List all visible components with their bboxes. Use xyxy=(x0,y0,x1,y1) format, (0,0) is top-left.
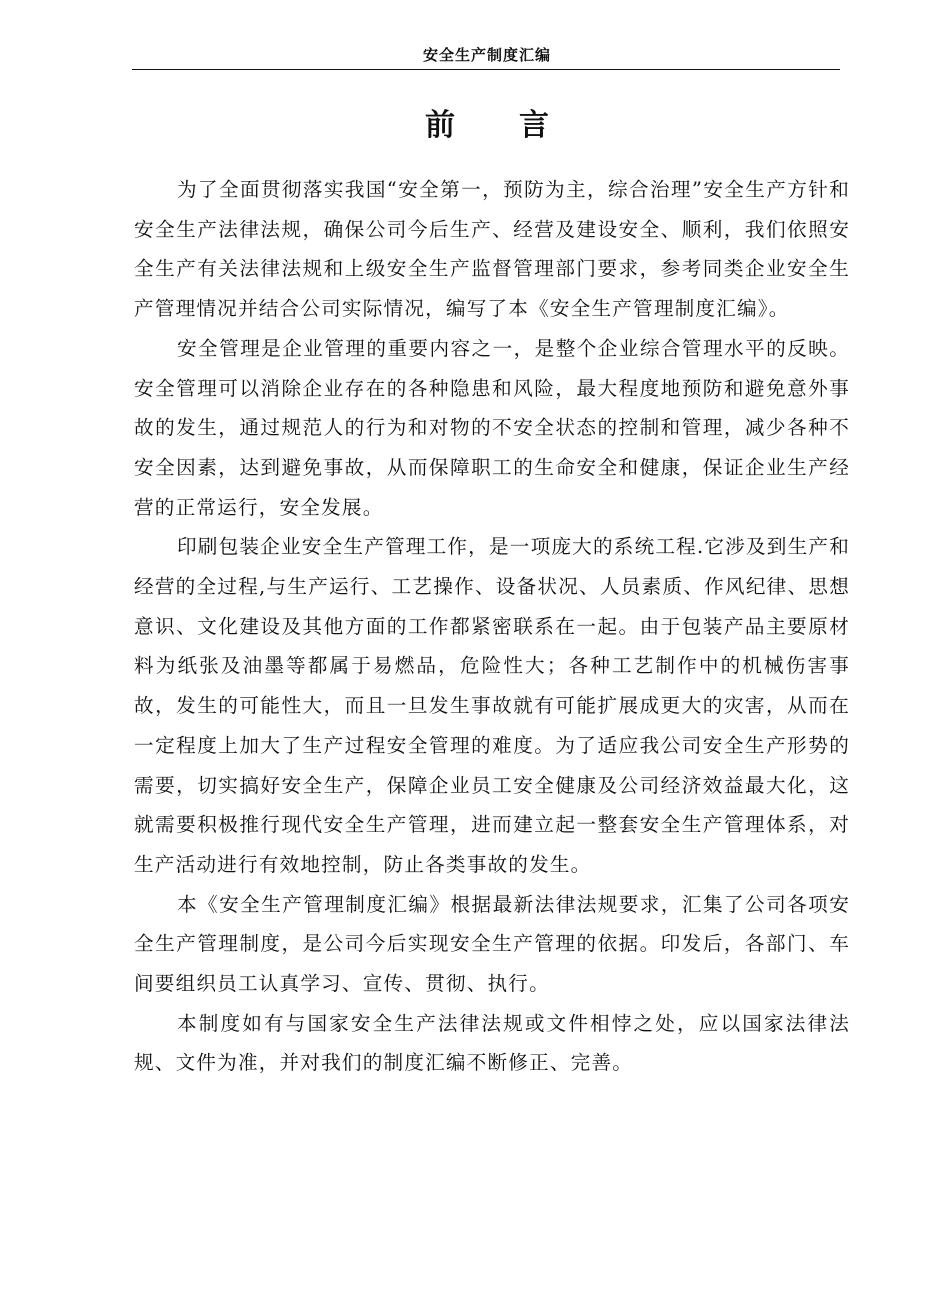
body-text xyxy=(134,170,850,1083)
paragraph: 为了全面贯彻落实我国“安全第一，预防为主，综合治理”安全生产方针和安全生产法律法规，确保公司今后生产、经营及建设安全、顺利，我们依照安全生产有关法律法规和上级安全生产监督管理部门要求，参考同类企业安全生产管理情况并结合公司实际情况，编写了本《安全生产管理制度汇编》。 xyxy=(134,178,850,321)
running-header: 安全生产制度汇编 xyxy=(422,46,551,64)
paragraph: 本制度如有与国家安全生产法律法规或文件相悖之处，应以国家法律法规、文件为准，并对我们的制度汇编不断修正、完善。 xyxy=(134,1011,850,1075)
paragraph: 印刷包装企业安全生产管理工作，是一项庞大的系统工程.它涉及到生产和经营的全过程,与生产运行、工艺操作、设备状况、人员素质、作风纪律、思想意识、文化建设及其他方面的工作都紧密联系在一起。由于包装产品主要原材料为纸张及油墨等都属于易燃品，危险性大；各种工艺制作中的机械伤害事故，发生的可能性大，而且一旦发生事故就有可能扩展成更大的灾害，从而在一定程度上加大了生产过程安全管理的难度。为了适应我公司安全生产形势的需要，切实搞好安全生产，保障企业员工安全健康及公司经济效益最大化，这就需要积极推行现代安全生产管理，进而建立起一整套安全生产管理体系，对生产活动进行有效地控制，防止各类事故的发生。 xyxy=(134,535,850,876)
paragraph: 本《安全生产管理制度汇编》根据最新法律法规要求，汇集了公司各项安全生产管理制度，是公司今后实现安全生产管理的依据。印发后，各部门、车间要组织员工认真学习、宣传、贯彻、执行。 xyxy=(134,892,850,996)
page-title: 前言 xyxy=(425,108,613,143)
paragraph: 安全管理是企业管理的重要内容之一，是整个企业综合管理水平的反映。安全管理可以消除企业存在的各种隐患和风险，最大程度地预防和避免意外事故的发生，通过规范人的行为和对物的不安全状态的控制和管理，减少各种不安全因素，达到避免事故，从而保障职工的生命安全和健康，保证企业生产经营的正常运行，安全发展。 xyxy=(134,336,850,519)
header-rule xyxy=(132,69,840,70)
